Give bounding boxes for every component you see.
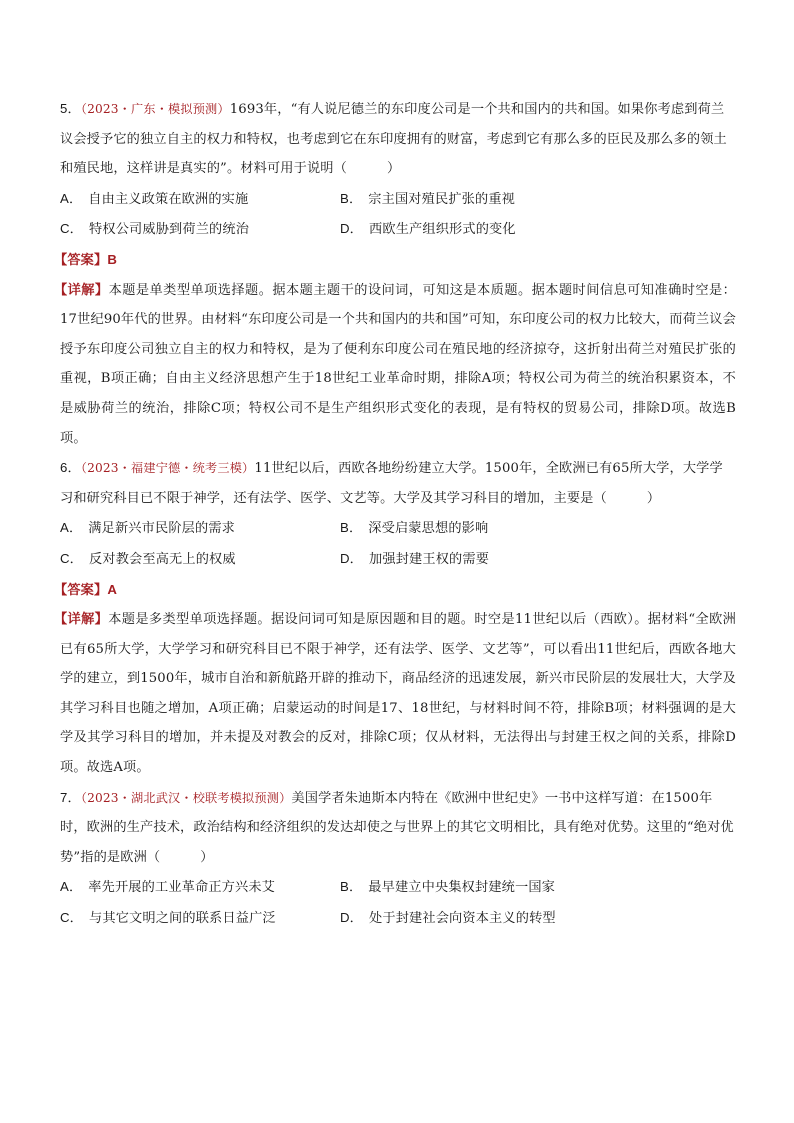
option-text: 与其它文明之间的联系日益广泛 (89, 911, 276, 927)
option-text: 特权公司威胁到荷兰的统治 (89, 222, 250, 238)
option-a[interactable] (60, 872, 340, 903)
detail-paragraph (54, 276, 736, 454)
option-d[interactable] (340, 544, 736, 575)
detail-text: 本题是多类型单项选择题。据设问词可知是原因题和目的题。时空是11世纪以后（西欧）。据材料“全欧洲已有65所大学，大学学习和研究科目已不限于神学，还有法学、医学、文艺等”，可以看出11世纪后，西欧各地大学的建立，到1500年，城市自治和新航路开辟的推动下，商品经济的迅速发展，新兴市民阶层的发展壮大，大学及其学习科目也随之增加，A项正确；启蒙运动的时间是17、18世纪，与材料时间不符，排除B项；材料强调的是大学及其学习科目的增加，并未提及对教会的反对，排除C项；仅从材料，无法得出与封建王权之间的关系，排除D项。故选A项。 (60, 612, 736, 776)
options (60, 872, 736, 933)
detail-tag: 【详解】 (54, 612, 109, 628)
options (60, 513, 736, 574)
option-d[interactable] (340, 214, 736, 245)
option-a[interactable] (60, 184, 340, 215)
answer-tag: 【答案】 (54, 252, 108, 268)
option-key: B． (340, 879, 363, 895)
answer-line (54, 575, 736, 606)
option-c[interactable] (60, 544, 340, 575)
option-text: 西欧生产组织形式的变化 (369, 222, 516, 238)
question-number: 5． (60, 101, 81, 116)
detail-tag: 【详解】 (54, 282, 109, 298)
question-source: （2023・福建宁德・统考三模） (80, 461, 255, 476)
question-stem (60, 94, 736, 184)
answer-line (54, 245, 736, 276)
question-5 (54, 94, 736, 453)
question-stem (60, 453, 736, 513)
option-key: D． (340, 221, 364, 237)
question-source: （2023・广东・模拟预测） (80, 102, 230, 116)
question-source: （2023・湖北武汉・校联考模拟预测） (80, 790, 292, 805)
option-text: 最早建立中央集权封建统一国家 (368, 880, 556, 896)
option-text: 深受启蒙思想的影响 (368, 521, 489, 537)
document-page (54, 94, 736, 934)
option-key: D． (340, 550, 364, 566)
detail-text: 本题是单类型单项选择题。据本题主题干的设问词，可知这是本质题。据本题时间信息可知准确时空是：17世纪90年代的世界。由材料“东印度公司是一个共和国内的共和国”可知，东印度公司的权力比较大，而荷兰议会授予东印度公司独立自主的权力和特权，是为了便利东印度公司在殖民地的经济掠夺，这折射出荷兰对殖民扩张的重视，B项正确；自由主义经济思想产生于18世纪工业革命时期，排除A项；特权公司为荷兰的统治积累资本，不是威胁荷兰的统治，排除C项；特权公司不是生产组织形式变化的表现，是有特权的贸易公司，排除D项。故选B项。 (60, 282, 736, 446)
option-key: C． (60, 550, 84, 566)
option-text: 反对教会至高无上的权威 (89, 551, 236, 567)
option-text: 自由主义政策在欧洲的实施 (88, 191, 249, 207)
question-text: 1693年，“有人说尼德兰的东印度公司是一个共和国内的共和国。如果你考虑到荷兰议会授予它的独立自主的权力和特权，也考虑到它在东印度拥有的财富，考虑到它有那么多的臣民及那么多的领土和殖民地，这样讲是真实的”。材料可用于说明（ ） (60, 102, 727, 177)
option-text: 加强封建王权的需要 (369, 551, 490, 567)
question-6 (54, 453, 736, 783)
question-text: 11世纪以后，西欧各地纷纷建立大学。1500年，全欧洲已有65所大学，大学学习和研究科目已不限于神学，还有法学、医学、文艺等。大学及其学习科目的增加，主要是（ ） (60, 461, 723, 506)
options (60, 184, 736, 245)
answer-tag: 【答案】 (54, 582, 108, 598)
option-key: A． (60, 190, 83, 206)
question-text: 美国学者朱迪斯本内特在《欧洲中世纪史》一书中这样写道：在1500年时，欧洲的生产技术，政治结构和经济组织的发达却使之与世界上的其它文明相比，具有绝对优势。这里的“绝对优势”指的是欧洲（ ） (60, 790, 734, 865)
option-c[interactable] (60, 903, 340, 934)
detail-paragraph (54, 605, 736, 783)
option-text: 满足新兴市民阶层的需求 (88, 521, 236, 537)
option-key: B． (340, 520, 363, 536)
option-key: C． (60, 910, 84, 926)
question-number: 6． (60, 460, 81, 476)
option-key: A． (60, 879, 83, 895)
question-stem (60, 783, 736, 873)
option-b[interactable] (340, 513, 736, 544)
option-b[interactable] (340, 872, 736, 903)
answer-value: B (107, 251, 118, 267)
answer-value: A (107, 581, 118, 597)
question-number: 7． (60, 789, 81, 805)
question-7 (60, 783, 736, 934)
option-key: C． (60, 221, 84, 237)
option-key: D． (340, 910, 364, 926)
option-text: 率先开展的工业革命正方兴未艾 (88, 880, 276, 896)
option-key: B． (340, 190, 363, 206)
option-d[interactable] (340, 903, 736, 934)
option-a[interactable] (60, 513, 340, 544)
option-text: 宗主国对殖民扩张的重视 (368, 191, 516, 207)
option-key: A． (60, 520, 83, 536)
option-text: 处于封建社会向资本主义的转型 (369, 911, 556, 927)
option-b[interactable] (340, 184, 736, 215)
option-c[interactable] (60, 214, 340, 245)
